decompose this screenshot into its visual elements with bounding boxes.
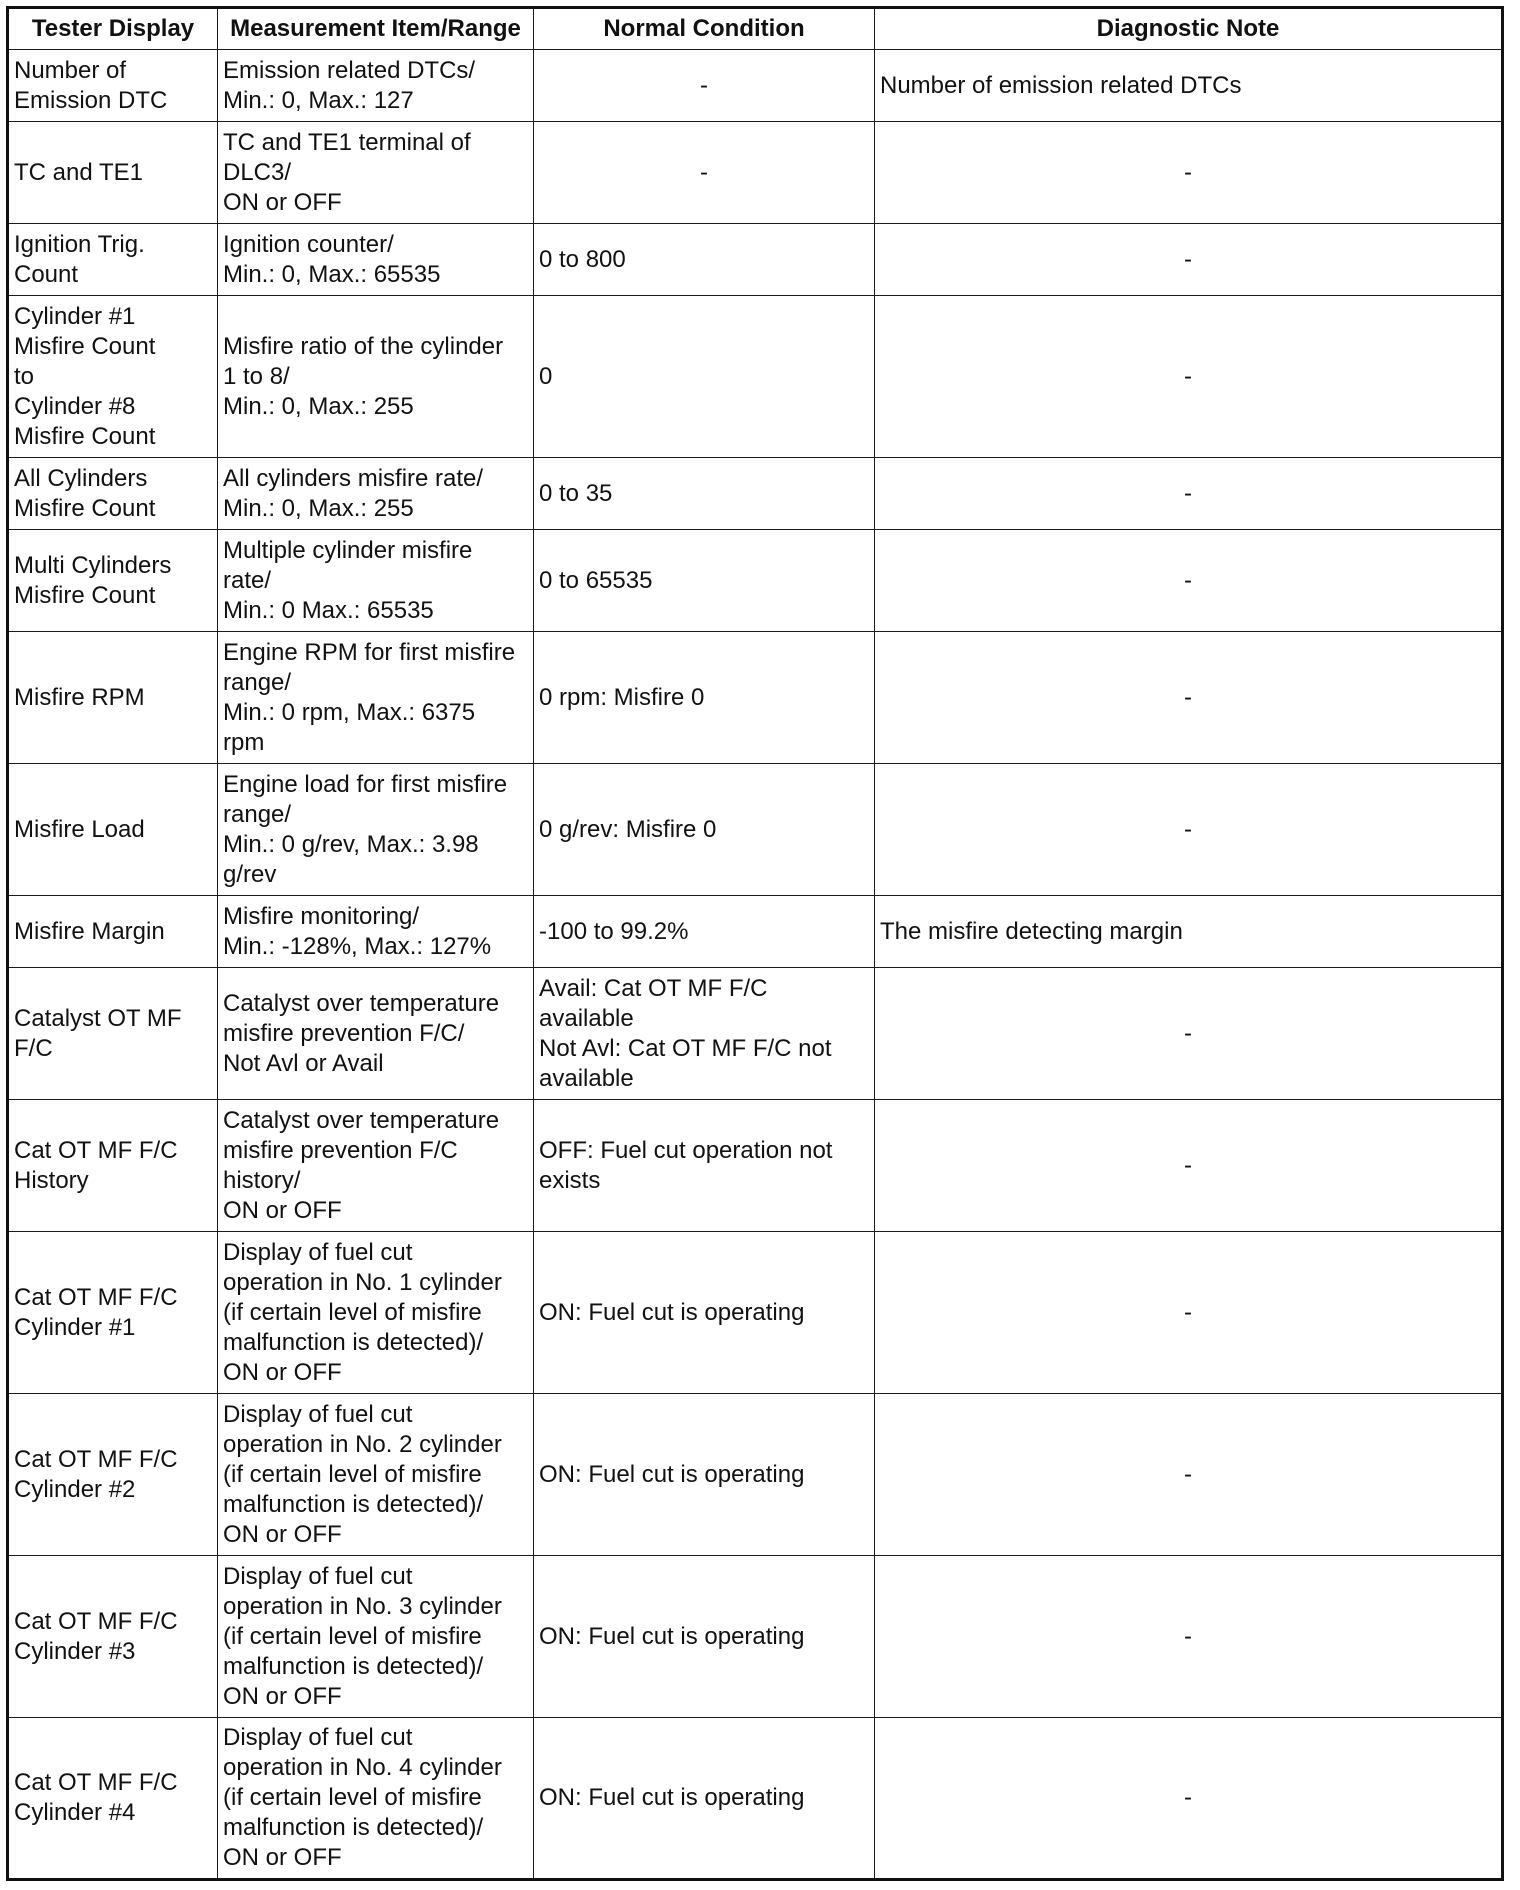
normal-condition-cell: ON: Fuel cut is operating [534, 1718, 875, 1880]
normal-condition-cell: - [534, 122, 875, 224]
tester-display-cell: TC and TE1 [8, 122, 218, 224]
tester-display-cell: Cat OT MF F/C Cylinder #3 [8, 1556, 218, 1718]
tester-display-cell: Misfire Margin [8, 896, 218, 968]
measurement-item-cell: Misfire monitoring/ Min.: -128%, Max.: 127% [218, 896, 534, 968]
measurement-item-cell: Engine load for first misfire range/ Min.: 0 g/rev, Max.: 3.98 g/rev [218, 764, 534, 896]
header-tester-display: Tester Display [8, 8, 218, 50]
table-row [8, 1100, 1503, 1232]
diagnostic-note-cell: - [875, 224, 1503, 296]
table-row [8, 224, 1503, 296]
header-normal-condition: Normal Condition [534, 8, 875, 50]
tester-display-cell: Misfire Load [8, 764, 218, 896]
header-row [8, 8, 1503, 50]
normal-condition-cell: 0 [534, 296, 875, 458]
measurement-item-cell: Catalyst over temperature misfire prevention F/C/ Not Avl or Avail [218, 968, 534, 1100]
diagnostic-note-cell: - [875, 458, 1503, 530]
measurement-item-cell: Display of fuel cut operation in No. 2 cylinder (if certain level of misfire malfunction is detected)/ ON or OFF [218, 1394, 534, 1556]
normal-condition-cell: 0 to 35 [534, 458, 875, 530]
table-container [6, 6, 1504, 1881]
tester-display-cell: Catalyst OT MF F/C [8, 968, 218, 1100]
tester-display-cell: Multi Cylinders Misfire Count [8, 530, 218, 632]
measurement-item-cell: Emission related DTCs/ Min.: 0, Max.: 127 [218, 50, 534, 122]
normal-condition-cell: 0 to 65535 [534, 530, 875, 632]
tester-display-cell: Cat OT MF F/C History [8, 1100, 218, 1232]
normal-condition-cell: - [534, 50, 875, 122]
normal-condition-cell: OFF: Fuel cut operation not exists [534, 1100, 875, 1232]
measurement-item-cell: Display of fuel cut operation in No. 4 cylinder (if certain level of misfire malfunction is detected)/ ON or OFF [218, 1718, 534, 1880]
diagnostic-note-cell: - [875, 764, 1503, 896]
tester-data-table [6, 6, 1504, 1881]
measurement-item-cell: Engine RPM for first misfire range/ Min.: 0 rpm, Max.: 6375 rpm [218, 632, 534, 764]
table-row [8, 122, 1503, 224]
tester-display-cell: Cat OT MF F/C Cylinder #1 [8, 1232, 218, 1394]
table-row [8, 1232, 1503, 1394]
diagnostic-note-cell: - [875, 122, 1503, 224]
measurement-item-cell: Display of fuel cut operation in No. 1 cylinder (if certain level of misfire malfunction is detected)/ ON or OFF [218, 1232, 534, 1394]
table-row [8, 50, 1503, 122]
measurement-item-cell: Ignition counter/ Min.: 0, Max.: 65535 [218, 224, 534, 296]
normal-condition-cell: 0 to 800 [534, 224, 875, 296]
diagnostic-note-cell: - [875, 1556, 1503, 1718]
diagnostic-note-cell: - [875, 530, 1503, 632]
measurement-item-cell: Multiple cylinder misfire rate/ Min.: 0 Max.: 65535 [218, 530, 534, 632]
measurement-item-cell: Catalyst over temperature misfire prevention F/C history/ ON or OFF [218, 1100, 534, 1232]
table-row [8, 896, 1503, 968]
table-row [8, 1556, 1503, 1718]
header-diagnostic-note: Diagnostic Note [875, 8, 1503, 50]
normal-condition-cell: 0 rpm: Misfire 0 [534, 632, 875, 764]
tester-display-cell: All Cylinders Misfire Count [8, 458, 218, 530]
normal-condition-cell: ON: Fuel cut is operating [534, 1232, 875, 1394]
table-row [8, 632, 1503, 764]
diagnostic-note-cell: - [875, 968, 1503, 1100]
table-row [8, 296, 1503, 458]
tester-display-cell: Misfire RPM [8, 632, 218, 764]
table-row [8, 1718, 1503, 1880]
measurement-item-cell: All cylinders misfire rate/ Min.: 0, Max.: 255 [218, 458, 534, 530]
normal-condition-cell: 0 g/rev: Misfire 0 [534, 764, 875, 896]
diagnostic-note-cell: - [875, 296, 1503, 458]
diagnostic-note-cell: Number of emission related DTCs [875, 50, 1503, 122]
diagnostic-note-cell: The misfire detecting margin [875, 896, 1503, 968]
measurement-item-cell: TC and TE1 terminal of DLC3/ ON or OFF [218, 122, 534, 224]
normal-condition-cell: ON: Fuel cut is operating [534, 1556, 875, 1718]
table-row [8, 530, 1503, 632]
diagnostic-note-cell: - [875, 1232, 1503, 1394]
normal-condition-cell: ON: Fuel cut is operating [534, 1394, 875, 1556]
normal-condition-cell: -100 to 99.2% [534, 896, 875, 968]
diagnostic-note-cell: - [875, 632, 1503, 764]
diagnostic-note-cell: - [875, 1394, 1503, 1556]
normal-condition-cell: Avail: Cat OT MF F/C available Not Avl: Cat OT MF F/C not available [534, 968, 875, 1100]
table-row [8, 458, 1503, 530]
table-row [8, 764, 1503, 896]
tester-display-cell: Number of Emission DTC [8, 50, 218, 122]
measurement-item-cell: Misfire ratio of the cylinder 1 to 8/ Min.: 0, Max.: 255 [218, 296, 534, 458]
tester-display-cell: Cat OT MF F/C Cylinder #2 [8, 1394, 218, 1556]
tester-display-cell: Cylinder #1 Misfire Count to Cylinder #8 Misfire Count [8, 296, 218, 458]
diagnostic-note-cell: - [875, 1100, 1503, 1232]
table-row [8, 968, 1503, 1100]
measurement-item-cell: Display of fuel cut operation in No. 3 cylinder (if certain level of misfire malfunction is detected)/ ON or OFF [218, 1556, 534, 1718]
tester-display-cell: Cat OT MF F/C Cylinder #4 [8, 1718, 218, 1880]
table-row [8, 1394, 1503, 1556]
header-measurement-item: Measurement Item/Range [218, 8, 534, 50]
tester-display-cell: Ignition Trig. Count [8, 224, 218, 296]
diagnostic-note-cell: - [875, 1718, 1503, 1880]
